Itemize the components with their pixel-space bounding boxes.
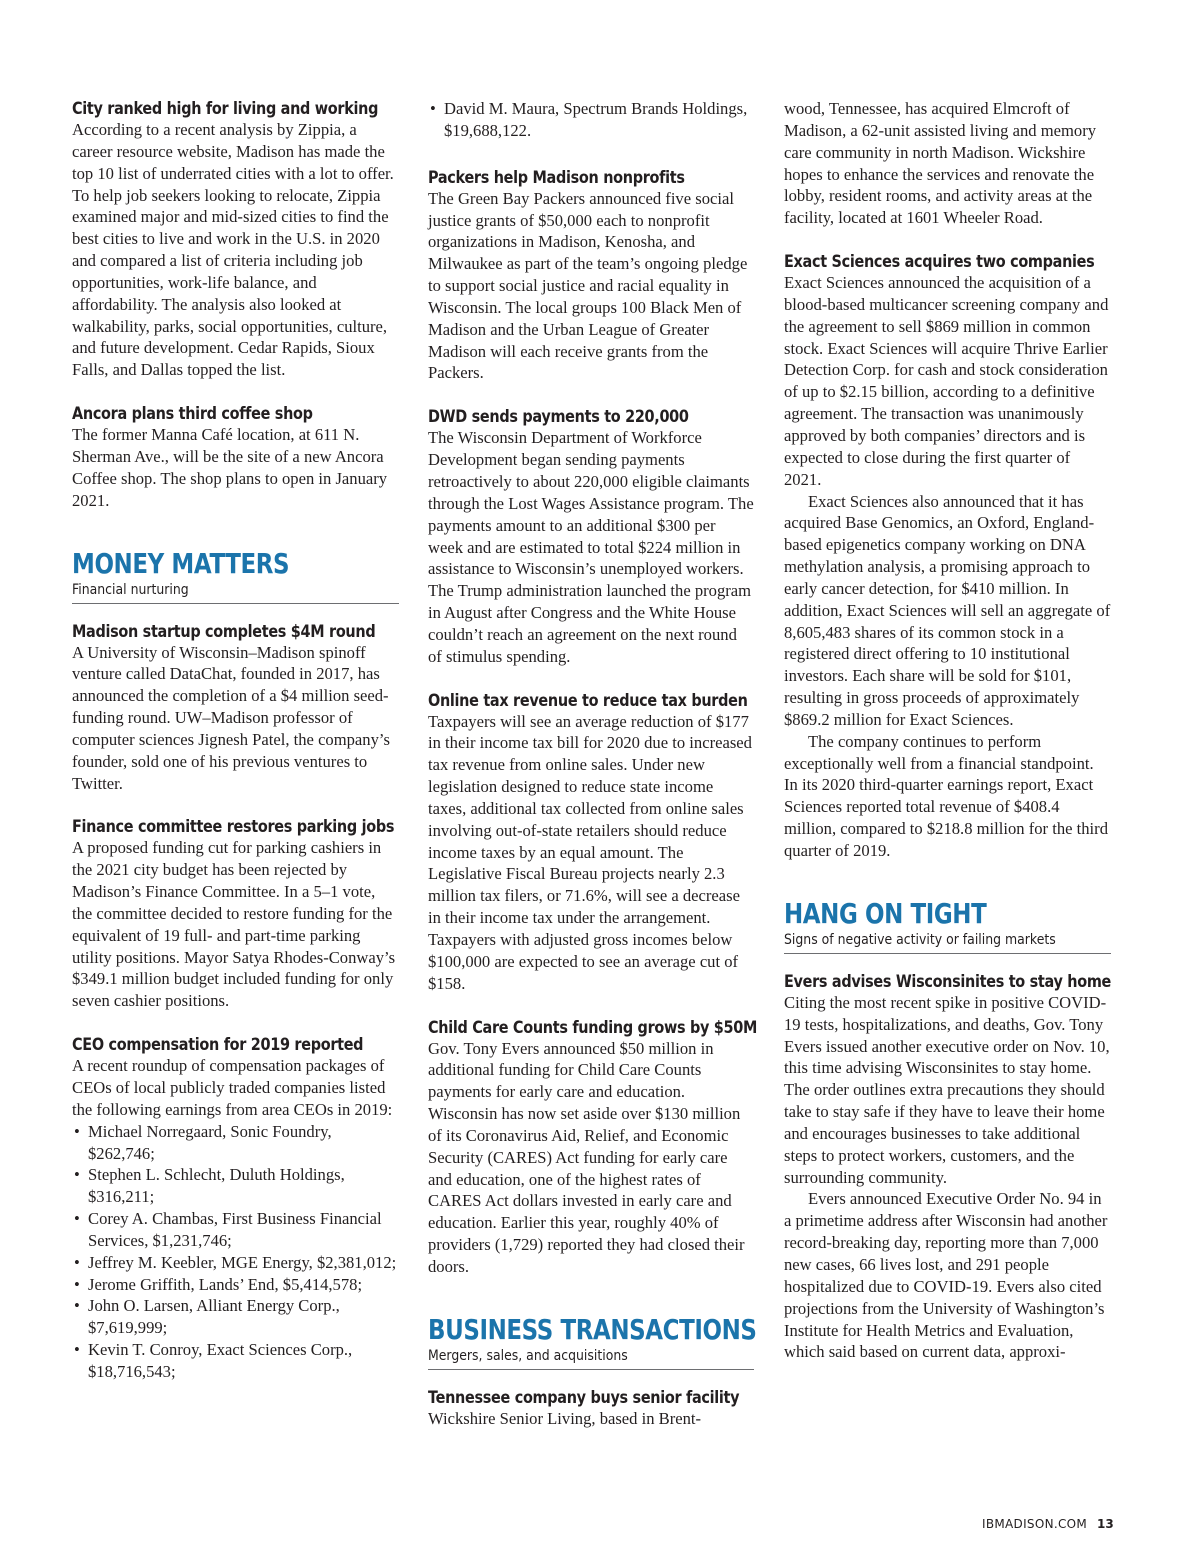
headline-startup-round: Madison startup completes $4M round (72, 621, 376, 641)
list-item: • David M. Maura, Spectrum Brands Holdings, $19,688,122. (428, 98, 754, 142)
article-parking-jobs-body: A proposed funding cut for parking cashiers in the 2021 city budget has been rejected by Madison’s Finance Committee. In a 5–1 vote, the committee decided to restore funding for the equivalent of 19 full- and part-time parking utility positions. Mayor Satya Rhodes-Conway’s $349.1 million budget included funding for only seven cashier positions. (72, 838, 396, 1011)
page-number: 13 (1097, 1517, 1114, 1531)
article-ceo-compensation-body: A recent roundup of compensation packages of CEOs of local publicly traded companies listed the following earnings from area CEOs in 2019: (72, 1056, 393, 1119)
section-title-hang-on-tight: HANG ON TIGHT (784, 896, 987, 930)
page-footer (982, 1516, 1114, 1532)
article-online-tax-body: Taxpayers will see an average reduction of $177 in their income tax bill for 2020 due to increased tax revenue from online sales. Under new legislation designed to reduce state income taxes, additional tax collected from online sales involving out-of-state retailers should reduce income taxes by an equal amount. The Legislative Fiscal Bureau projects nearly 2.3 million tax filers, or 71.6%, will see a decrease in their income tax under the arrangement. Taxpayers with adjusted gross incomes below $100,000 are expected to see an average cut of $158. (428, 711, 752, 993)
list-item: • John O. Larsen, Alliant Energy Corp., $7,619,999; (72, 1295, 399, 1339)
article-child-care-body: Gov. Tony Evers announced $50 million in additional funding for Child Care Counts payments for early care and education. Wisconsin has now set aside over $130 million of its Coronavirus Aid, Relief, and Economic Security (CARES) Act funding for early care and education, one of the highest rates of CARES Act dollars invested in early care and education. Earlier this year, roughly 40% of providers (1,729) reported they had closed their doors. (428, 1038, 745, 1276)
section-header-money-matters (72, 547, 399, 604)
article-stay-home-p1: Citing the most recent spike in positive COVID-19 tests, hospitalizations, and deaths, Gov. Tony Evers issued another executive order on Nov. 10, this time advising Wisconsinites to stay home. The order outlines extra precautions they should take to stay safe if they have to leave their home and encourages businesses to take additional steps to protect workers, customers, and the surrounding community. (784, 992, 1110, 1187)
article-startup-round-body: A University of Wisconsin–Madison spinoff venture called DataChat, founded in 2017, has announced the completion of a $4 million seed-funding round. UW–Madison professor of computer sciences Jignesh Patel, the company’s founder, sold one of his previous ventures to Twitter. (72, 642, 390, 793)
section-header-business-transactions (428, 1312, 757, 1370)
headline-stay-home: Evers advises Wisconsinites to stay home (784, 971, 1112, 991)
headline-child-care: Child Care Counts funding grows by $50M (428, 1017, 758, 1037)
article-senior-facility-body: Wickshire Senior Living, based in Brent- (428, 1408, 702, 1428)
list-item: • Kevin T. Conroy, Exact Sciences Corp., $18,716,543; (72, 1339, 399, 1383)
article-exact-sciences-p3: The company continues to perform exceptionally well from a financial standpoint. In its 2020 third-quarter earnings report, Exact Sciences reported total revenue of $408.4 million, compared to $218.8 million for the third quarter of 2019. (784, 731, 1108, 860)
article-senior-facility-continued: wood, Tennessee, has acquired Elmcroft of Madison, a 62-unit assisted living and memory care community in north Madison. Wickshire hopes to enhance the services and renovate the lobby, resident rooms, and activity areas at the facility, located at 1601 Wheeler Road. (784, 99, 1097, 228)
list-item: • Michael Norregaard, Sonic Foundry, $262,746; (72, 1121, 399, 1165)
column-2 (428, 98, 758, 1430)
column-3 (784, 98, 1111, 1363)
list-item: • Jerome Griffith, Lands’ End, $5,414,578; (72, 1274, 399, 1296)
article-city-ranked-body: According to a recent analysis by Zippia, a career resource website, Madison has made the top 10 list of underrated cities with a lot to offer. To help job seekers looking to relocate, Zippia examined major and mid-sized cities to find the best cities to live and work in the U.S. in 2020 and compared a list of criteria including job opportunities, work-life balance, and affordability. The analysis also looked at walkability, parks, social opportunities, culture, and future development. Cedar Rapids, Sioux Falls, and Dallas topped the list. (72, 120, 394, 380)
headline-online-tax: Online tax revenue to reduce tax burden (428, 690, 748, 710)
column-1 (72, 98, 399, 1383)
headline-senior-facility: Tennessee company buys senior facility (428, 1387, 740, 1407)
section-header-hang-on-tight (784, 897, 1111, 954)
footer-website: IBMADISON.COM (982, 1517, 1088, 1531)
section-title-money-matters: MONEY MATTERS (72, 546, 290, 580)
headline-ceo-compensation: CEO compensation for 2019 reported (72, 1035, 364, 1055)
ceo-list-continued (428, 98, 754, 142)
headline-city-ranked: City ranked high for living and working (72, 99, 379, 118)
headline-exact-sciences: Exact Sciences acquires two companies (784, 252, 1095, 272)
article-dwd-payments-body: The Wisconsin Department of Workforce Development began sending payments retroactively to about 220,000 eligible claimants through the Lost Wages Assistance program. The payments amount to an additional $300 per week and are estimated to total $224 million in assistance to Wisconsin’s unemployed workers. The Trump administration launched the program in August after Congress and the White House couldn’t reach an agreement on the next round of stimulus spending. (428, 428, 754, 666)
section-title-business-transactions: BUSINESS TRANSACTIONS (428, 1312, 757, 1346)
list-item: • Jeffrey M. Keebler, MGE Energy, $2,381,012; (72, 1252, 399, 1274)
headline-packers: Packers help Madison nonprofits (428, 167, 685, 187)
section-subtitle-money-matters: Financial nurturing (72, 581, 189, 598)
article-packers-body: The Green Bay Packers announced five social justice grants of $50,000 each to nonprofit organizations in Madison, Kenosha, and Milwaukee as part of the team’s ongoing pledge to support social justice and racial equality in Wisconsin. The local groups 100 Black Men of Madison and the Urban League of Greater Madison will each receive grants from the Packers. (428, 188, 748, 383)
article-ancora-body: The former Manna Café location, at 611 N. Sherman Ave., will be the site of a new Ancora Coffee shop. The shop plans to open in January 2021. (72, 425, 388, 510)
list-item: • Corey A. Chambas, First Business Financial Services, $1,231,746; (72, 1208, 399, 1252)
headline-ancora: Ancora plans third coffee shop (72, 404, 313, 424)
article-stay-home-p2: Evers announced Executive Order No. 94 in a primetime address after Wisconsin had another record-breaking day, reporting more than 7,000 new cases, 66 lives lost, and 291 people hospitalized due to COVID-19. Evers also cited projections from the University of Washington’s Institute for Health Metrics and Evaluation, which said based on current data, approxi- (784, 1189, 1108, 1362)
list-item: • Stephen L. Schlecht, Duluth Holdings, $316,211; (72, 1164, 399, 1208)
section-subtitle-hang-on-tight: Signs of negative activity or failing markets (784, 931, 1056, 948)
article-exact-sciences-p2: Exact Sciences also announced that it has acquired Base Genomics, an Oxford, England-based epigenetics company working on DNA methylation analysis, a promising approach to early cancer detection, for $410 million. In addition, Exact Sciences will sell an aggregate of 8,605,483 shares of its common stock in a registered direct offering to 10 institutional investors. Each share will be sold for $101, resulting in gross proceeds of approximately $869.2 million for Exact Sciences. (784, 491, 1111, 729)
section-subtitle-business-transactions: Mergers, sales, and acquisitions (428, 1347, 628, 1364)
headline-dwd-payments: DWD sends payments to 220,000 (428, 407, 689, 427)
article-exact-sciences-p1: Exact Sciences announced the acquisition of a blood-based multicancer screening company and the agreement to sell $869 million in common stock. Exact Sciences will acquire Thrive Earlier Detection Corp. for cash and stock consideration of up to $2.15 billion, according to a definitive agreement. The transaction was unanimously approved by both companies’ directors and is expected to close during the first quarter of 2021. (784, 273, 1109, 489)
ceo-list (72, 1121, 399, 1383)
headline-parking-jobs: Finance committee restores parking jobs (72, 817, 395, 837)
